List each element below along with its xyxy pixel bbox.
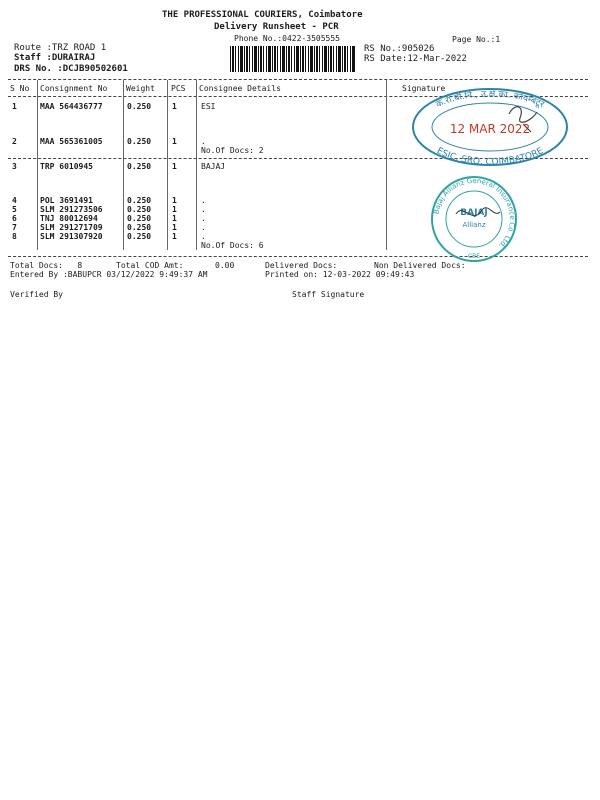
total-docs: Total Docs: 8 [10, 261, 83, 270]
phone-number: Phone No.:0422-3505555 [234, 34, 340, 43]
rs-number: RS No.:905026 [364, 44, 435, 54]
row-details: ESI [201, 102, 216, 111]
row-details: . [201, 137, 206, 146]
esic-ring-bottom-text: ESIC, SRO, COIMBATORE [434, 146, 546, 168]
row-details: . [201, 232, 206, 241]
row-pcs: 1 [172, 196, 177, 205]
insurance-stamp [426, 174, 522, 264]
row-details: . [201, 214, 206, 223]
row-details: . [201, 223, 206, 232]
non-delivered-docs: Non Delivered Docs: [374, 261, 466, 270]
esic-stamp [405, 84, 575, 170]
entered-by: Entered By :BABUPCR 03/12/2022 9:49:37 AM [10, 270, 208, 279]
col-header-consignment: Consignment No [40, 84, 108, 93]
col-header-signature: Signature [402, 84, 446, 93]
col-header-sno: S No [10, 84, 30, 93]
total-cod-label: Total COD Amt: [116, 261, 184, 270]
column-line [123, 80, 124, 250]
total-cod-value: 0.00 [215, 261, 235, 270]
printed-on: Printed on: 12-03-2022 09:49:43 [265, 270, 415, 279]
docs-count-group-2: No.Of Docs: 6 [201, 241, 264, 250]
row-details: BAJAJ [201, 162, 226, 171]
row-pcs: 1 [172, 223, 177, 232]
row-sno: 3 [12, 162, 17, 171]
col-header-pcs: PCS [171, 84, 186, 93]
row-pcs: 1 [172, 137, 177, 146]
route: Route :TRZ ROAD 1 [14, 43, 107, 53]
esic-stamp-date: 12 MAR 2022 [449, 122, 531, 136]
row-sno: 4 [12, 196, 17, 205]
row-weight: 0.250 [127, 214, 152, 223]
verified-by: Verified By [10, 290, 63, 299]
row-consignment: SLM 291307920 [40, 232, 103, 241]
column-line [37, 80, 38, 250]
row-consignment: SLM 291271709 [40, 223, 103, 232]
row-consignment: MAA 565361005 [40, 137, 103, 146]
page-number: Page No.:1 [452, 35, 501, 44]
drs-number: DRS No. :DCJB90502601 [14, 64, 128, 74]
row-pcs: 1 [172, 232, 177, 241]
row-weight: 0.250 [127, 232, 152, 241]
column-line [386, 80, 387, 250]
col-header-weight: Weight [126, 84, 155, 93]
staff-signature: Staff Signature [292, 290, 365, 299]
delivered-docs: Delivered Docs: [265, 261, 338, 270]
row-pcs: 1 [172, 214, 177, 223]
insurance-center-text: BAJAJ [460, 208, 488, 218]
docs-count-group-1: No.Of Docs: 2 [201, 146, 264, 155]
column-line [167, 80, 168, 250]
esic-ring-top-text: क.रा.बी.नि., उ.क्षे.का. कोयम्बटूर [434, 89, 546, 111]
insurance-sub-text: Allianz [462, 221, 486, 229]
row-sno: 6 [12, 214, 17, 223]
row-sno: 5 [12, 205, 17, 214]
staff: Staff :DURAIRAJ [14, 53, 96, 63]
column-line [196, 80, 197, 250]
row-weight: 0.250 [127, 102, 152, 111]
company-name: THE PROFESSIONAL COURIERS, Coimbatore [162, 10, 363, 20]
row-weight: 0.250 [127, 223, 152, 232]
divider [8, 79, 588, 80]
document-title: Delivery Runsheet - PCR [214, 22, 339, 32]
row-pcs: 1 [172, 162, 177, 171]
row-pcs: 1 [172, 102, 177, 111]
insurance-city-text: CBE [467, 253, 481, 260]
row-consignment: TRP 6010945 [40, 162, 93, 171]
col-header-consignee: Consignee Details [199, 84, 281, 93]
barcode [230, 46, 356, 72]
row-sno: 8 [12, 232, 17, 241]
row-pcs: 1 [172, 205, 177, 214]
row-sno: 1 [12, 102, 17, 111]
row-consignment: TNJ 80012694 [40, 214, 98, 223]
row-details: . [201, 196, 206, 205]
row-weight: 0.250 [127, 205, 152, 214]
row-consignment: MAA 564436777 [40, 102, 103, 111]
row-consignment: SLM 291273506 [40, 205, 103, 214]
row-sno: 2 [12, 137, 17, 146]
row-consignment: POL 3691491 [40, 196, 93, 205]
row-sno: 7 [12, 223, 17, 232]
row-details: . [201, 205, 206, 214]
row-weight: 0.250 [127, 196, 152, 205]
insurance-ring-text: Bajaj Allianz General Insurance Co. Ltd. [432, 176, 517, 250]
row-weight: 0.250 [127, 137, 152, 146]
rs-date: RS Date:12-Mar-2022 [364, 54, 467, 64]
row-weight: 0.250 [127, 162, 152, 171]
